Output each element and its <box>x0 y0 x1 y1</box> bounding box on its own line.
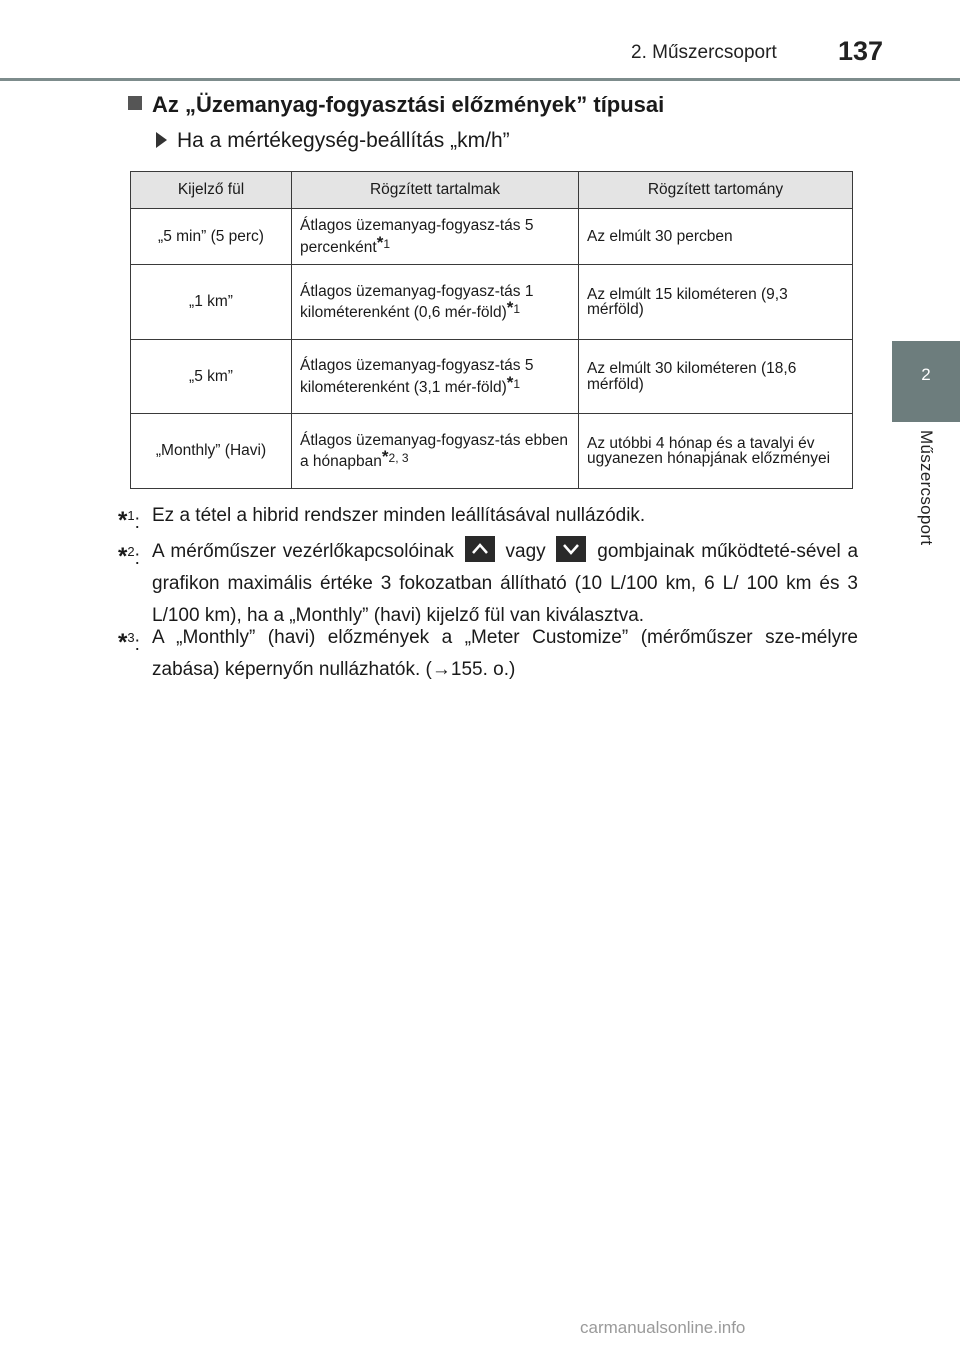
history-types-table <box>130 171 853 489</box>
table-header-row <box>131 172 853 209</box>
cell-content: Átlagos üzemanyag-fogyasz-tás 5 kilométerenként (3,1 mér-föld)$^{*1}$ <box>292 340 579 414</box>
cell-range: Az elmúlt 30 kilométeren (18,6 mérföld) <box>579 340 853 414</box>
cell-range: Az elmúlt 15 kilométeren (9,3 mérföld) <box>579 265 853 340</box>
cell-content: Átlagos üzemanyag-fogyasz-tás 1 kilométerenként (0,6 mér-föld)$^{*1}$ <box>292 265 579 340</box>
cell-tab: „1 km” <box>131 265 292 340</box>
cell-tab: „5 km” <box>131 340 292 414</box>
cell-range: Az utóbbi 4 hónap és a tavalyi év ugyanezen hónapjának előzményei <box>579 414 853 489</box>
chapter-tab-number: 2 <box>892 341 960 422</box>
table-row <box>131 340 853 414</box>
header-divider <box>0 78 960 81</box>
square-bullet-icon <box>128 96 142 110</box>
chapter-tab-label: Műszercsoport <box>892 422 960 590</box>
chevron-up-icon <box>465 536 495 562</box>
header-display-tab: Kijelző fül <box>131 172 292 209</box>
site-watermark: carmanualsonline.info <box>580 1318 746 1337</box>
table-row <box>131 265 853 340</box>
cell-content: Átlagos üzemanyag-fogyasz-tás ebben a hónapban$^{*2, 3}$ <box>292 414 579 489</box>
header-recorded-range: Rögzített tartomány <box>579 172 853 209</box>
section-heading: Az „Üzemanyag-fogyasztási előzmények” típusai <box>128 92 664 118</box>
cell-content: Átlagos üzemanyag-fogyasz-tás 5 percenként$^{*1}$ <box>292 209 579 265</box>
header-section-title: 2. Műszercsoport <box>631 42 777 63</box>
chevron-down-icon <box>556 536 586 562</box>
triangle-bullet-icon <box>156 132 167 148</box>
table-row <box>131 414 853 489</box>
cell-tab: „5 min” (5 perc) <box>131 209 292 265</box>
header-recorded-content: Rögzített tartalmak <box>292 172 579 209</box>
table-row <box>131 209 853 265</box>
sub-heading: Ha a mértékegység-beállítás „km/h” <box>156 129 510 153</box>
cell-tab: „Monthly” (Havi) <box>131 414 292 489</box>
cell-range: Az elmúlt 30 percben <box>579 209 853 265</box>
page-number: 137 <box>838 36 884 66</box>
